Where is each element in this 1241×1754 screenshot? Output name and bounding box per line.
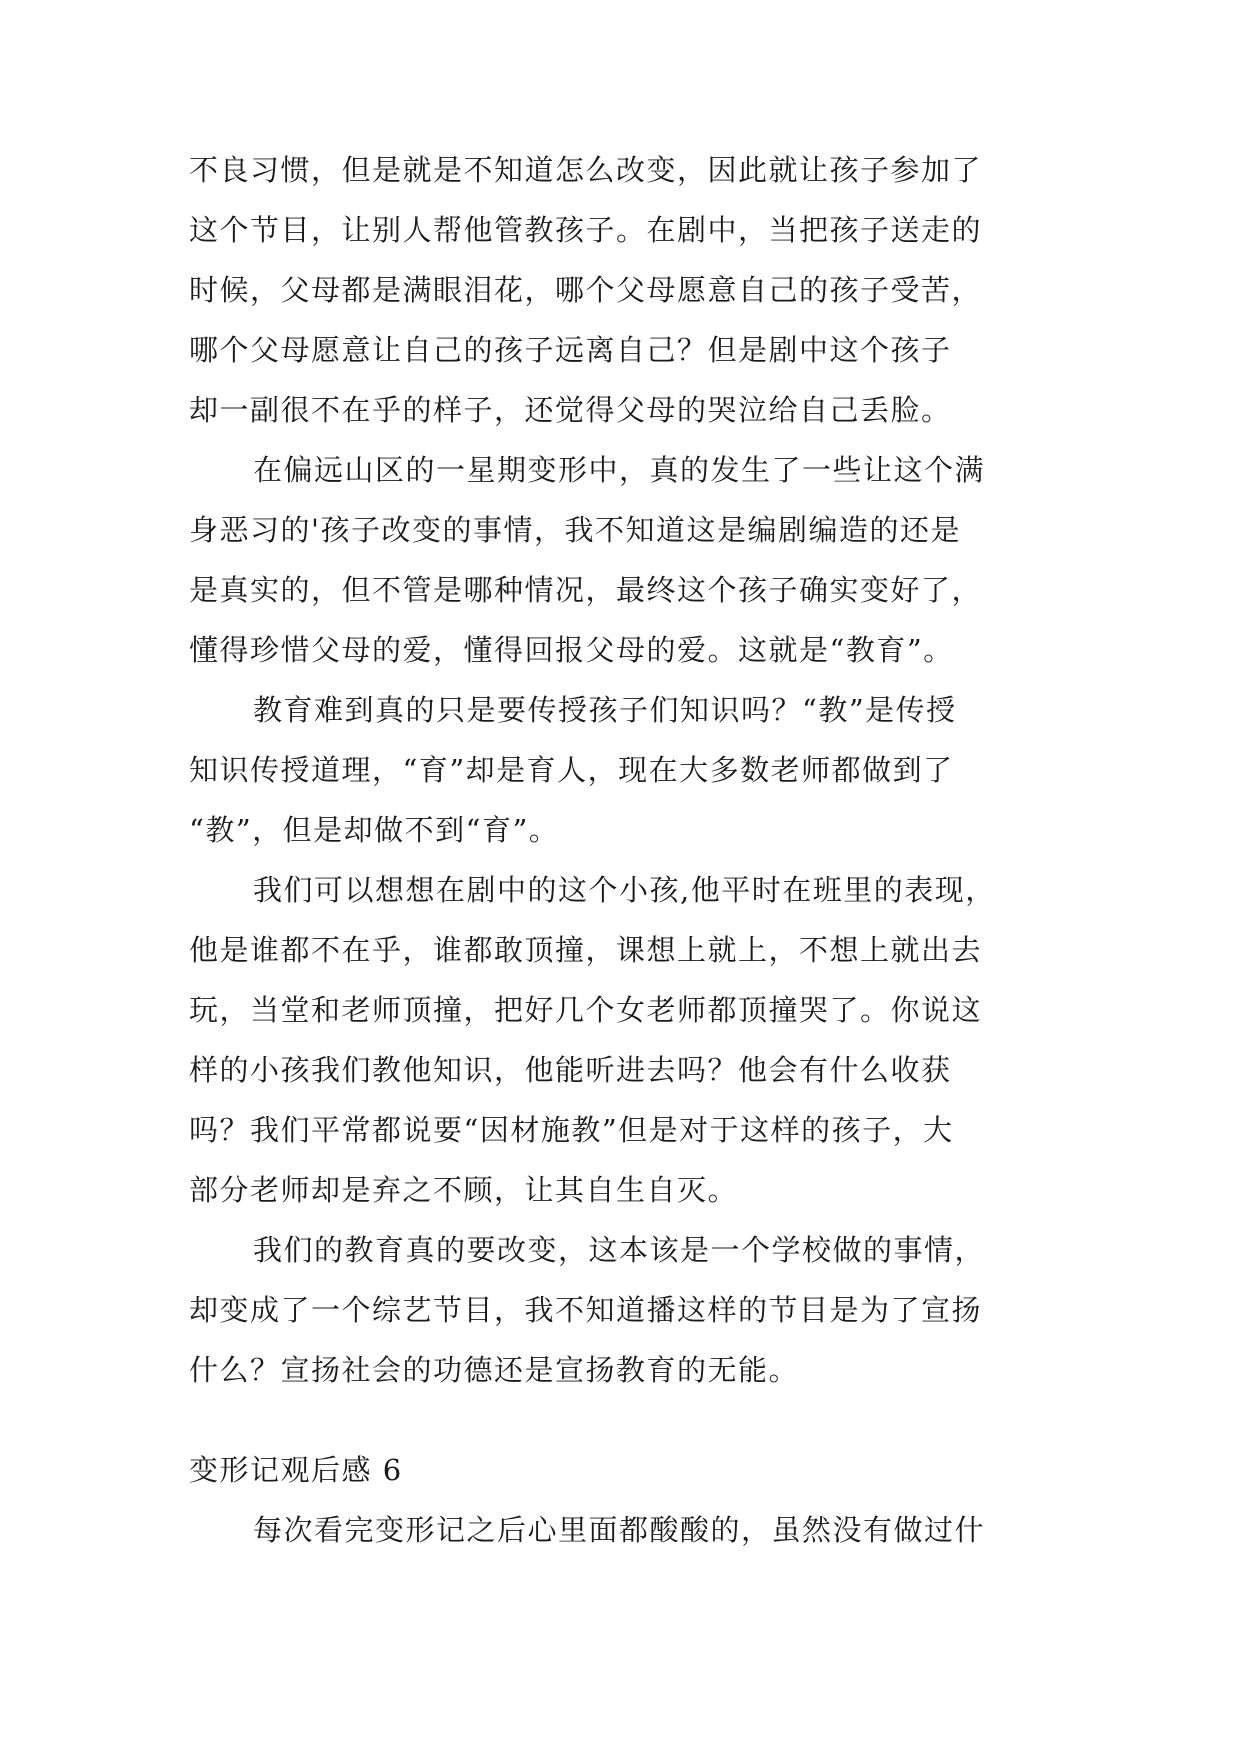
body-line: 不良习惯，但是就是不知道怎么改变，因此就让孩子参加了 (189, 153, 983, 187)
body-line: 却变成了一个综艺节目，我不知道播这样的节目是为了宣扬 (189, 1293, 983, 1327)
paragraph-first-line: 我们可以想想在剧中的这个小孩,他平时在班里的表现， (253, 873, 996, 907)
body-line: 时候，父母都是满眼泪花，哪个父母愿意自己的孩子受苦， (189, 273, 983, 307)
body-line: 吗？我们平常都说要“因材施教”但是对于这样的孩子，大 (189, 1113, 954, 1147)
paragraph-first-line: 每次看完变形记之后心里面都酸酸的，虽然没有做过什 (253, 1513, 986, 1547)
body-line: 玩，当堂和老师顶撞，把好几个女老师都顶撞哭了。你说这 (189, 993, 983, 1027)
body-line: “教”，但是却做不到“育”。 (189, 813, 560, 847)
body-line: 是真实的，但不管是哪种情况，最终这个孩子确实变好了， (189, 573, 983, 607)
body-line: 什么？宣扬社会的功德还是宣扬教育的无能。 (189, 1353, 800, 1387)
body-line: 这个节目，让别人帮他管教孩子。在剧中，当把孩子送走的 (189, 213, 983, 247)
body-line: 哪个父母愿意让自己的孩子远离自己？但是剧中这个孩子 (189, 333, 952, 367)
body-line: 知识传授道理，“育”却是育人，现在大多数老师都做到了 (189, 753, 954, 787)
body-line: 他是谁都不在乎，谁都敢顶撞，课想上就上，不想上就出去 (189, 933, 983, 967)
body-line: 身恶习的'孩子改变的事情，我不知道这是编剧编造的还是 (189, 513, 961, 547)
paragraph-first-line: 在偏远山区的一星期变形中，真的发生了一些让这个满 (253, 453, 986, 487)
body-line: 懂得珍惜父母的爱，懂得回报父母的爱。这就是“教育”。 (189, 633, 954, 667)
paragraph-first-line: 教育难到真的只是要传授孩子们知识吗？“教”是传授 (253, 693, 957, 727)
paragraph-first-line: 我们的教育真的要改变，这本该是一个学校做的事情， (253, 1233, 986, 1267)
body-line: 样的小孩我们教他知识，他能听进去吗？他会有什么收获 (189, 1053, 952, 1087)
section-heading: 变形记观后感 6 (189, 1453, 403, 1487)
body-line: 部分老师却是弃之不顾，让其自生自灭。 (189, 1173, 739, 1207)
body-line: 却一副很不在乎的样子，还觉得父母的哭泣给自己丢脸。 (189, 393, 952, 427)
